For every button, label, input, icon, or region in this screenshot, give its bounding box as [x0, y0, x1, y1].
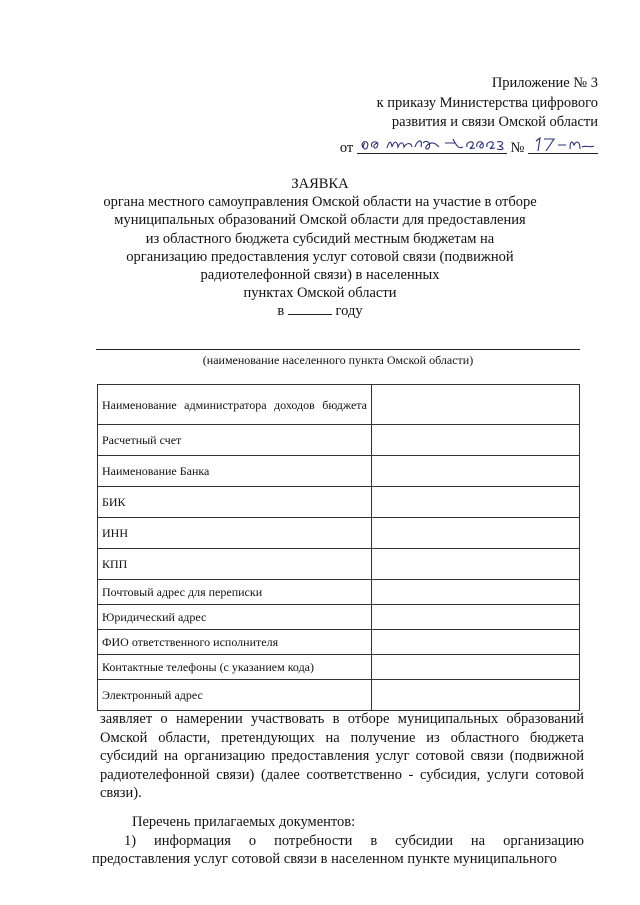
- table-row: [98, 487, 580, 518]
- row-value-inn[interactable]: [372, 518, 580, 549]
- title-year-line: [0, 302, 640, 320]
- title-line-4: организацию предоставления услуг сотовой связи (подвижной: [126, 248, 514, 265]
- document-item-1: 1) информация о потребности в субсидии на организацию предоставления услуг сотовой связи в населенном пункте муниципального: [92, 832, 584, 868]
- title-line-3: из областного бюджета субсидий местным бюджетам на: [145, 230, 495, 247]
- settlement-name-caption: (наименование населенного пункта Омской области): [202, 353, 474, 367]
- year-blank-field[interactable]: [288, 302, 332, 315]
- row-label-postal-address: Почтовый адрес для переписки: [98, 580, 372, 605]
- row-label-account: Расчетный счет: [98, 425, 372, 456]
- row-label-executor: ФИО ответственного исполнителя: [98, 630, 372, 655]
- ministry-name: развития и связи Омской области: [391, 114, 598, 130]
- row-label-bank: Наименование Банка: [98, 456, 372, 487]
- handwritten-date: [357, 135, 507, 154]
- row-label-email: Электронный адрес: [98, 680, 372, 711]
- number-label: №: [510, 139, 525, 156]
- table-row: [98, 549, 580, 580]
- application-title: [0, 175, 640, 321]
- row-value-email[interactable]: [372, 680, 580, 711]
- title-line-2: муниципальных образований Омской области для предоставления: [114, 212, 526, 229]
- row-value-executor[interactable]: [372, 630, 580, 655]
- year-suffix: году: [335, 303, 363, 320]
- row-value-account[interactable]: [372, 425, 580, 456]
- table-row: [98, 630, 580, 655]
- settlement-name-line[interactable]: [96, 349, 580, 350]
- row-value-kpp[interactable]: [372, 549, 580, 580]
- table-row: [98, 385, 580, 425]
- row-value-legal-address[interactable]: [372, 605, 580, 630]
- row-label-bik: БИК: [98, 487, 372, 518]
- row-value-phones[interactable]: [372, 655, 580, 680]
- handwritten-number: [528, 135, 598, 154]
- title-line-6: пунктах Омской области: [243, 285, 397, 302]
- attached-documents-heading: Перечень прилагаемых документов:: [132, 813, 356, 830]
- application-body: [92, 710, 584, 869]
- table-row: [98, 580, 580, 605]
- row-label-revenue-administrator: Наименование администратора доходов бюджета: [98, 385, 372, 425]
- row-value-bank[interactable]: [372, 456, 580, 487]
- handwritten-number-signature: [528, 135, 598, 153]
- applicant-details-table: [97, 384, 580, 711]
- appendix-number: Приложение № 3: [491, 75, 598, 91]
- from-label: от: [339, 139, 354, 156]
- table-row: [98, 518, 580, 549]
- table-row: [98, 425, 580, 456]
- table-row: [98, 456, 580, 487]
- table-row: [98, 655, 580, 680]
- row-value-bik[interactable]: [372, 487, 580, 518]
- row-label-kpp: КПП: [98, 549, 372, 580]
- row-label-legal-address: Юридический адрес: [98, 605, 372, 630]
- row-value-postal-address[interactable]: [372, 580, 580, 605]
- appendix-header: [340, 74, 598, 158]
- year-prefix: в: [277, 303, 285, 320]
- row-value-revenue-administrator[interactable]: [372, 385, 580, 425]
- title-heading: ЗАЯВКА: [291, 176, 349, 192]
- title-line-1: органа местного самоуправления Омской области на участие в отборе: [103, 194, 537, 211]
- row-label-inn: ИНН: [98, 518, 372, 549]
- row-label-phones: Контактные телефоны (с указанием кода): [98, 655, 372, 680]
- intro-paragraph: заявляет о намерении участвовать в отборе муниципальных образований Омской области, претендующих на получение из областного бюджета субсидий на организацию предоставления услуг сотовой связи (подвижной радиотелефонной связи) (далее соответственно - субсидия, услуги сотовой связи).: [100, 711, 584, 802]
- title-line-5: радиотелефонной связи) в населенных: [200, 267, 440, 284]
- table-row: [98, 680, 580, 711]
- order-reference: к приказу Министерства цифрового: [376, 94, 598, 111]
- date-number-line: [340, 133, 598, 159]
- handwritten-date-signature: [357, 135, 507, 153]
- table-row: [98, 605, 580, 630]
